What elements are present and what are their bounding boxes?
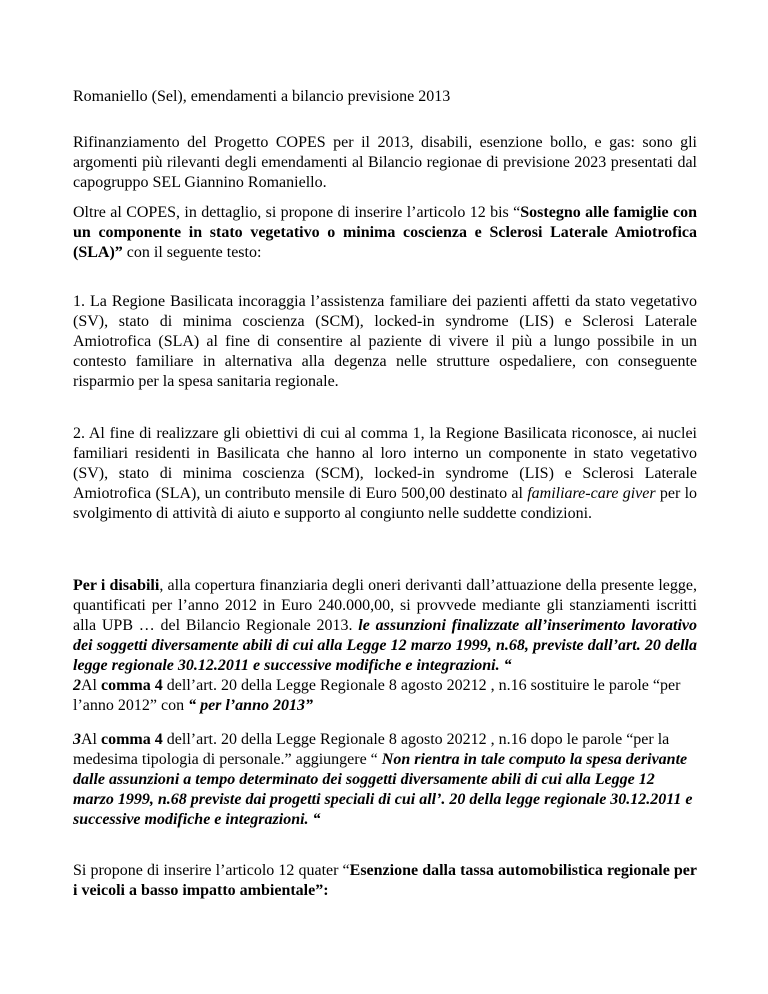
- item-2-new-text: “ per l’anno 2013”: [188, 697, 313, 714]
- disabili-paragraph: [73, 576, 697, 676]
- item-3-comma: comma 4: [101, 731, 163, 748]
- item-3-b: dell’art. 20 della Legge Regionale 8 agosto 20212 , n.16 dopo le parole “per la medesima tipologia di personale.” aggiungere “: [73, 731, 670, 768]
- item-2-paragraph: [73, 676, 697, 716]
- copes-post: con il seguente testo:: [122, 244, 262, 261]
- intro-paragraph: Rifinanziamento del Progetto COPES per il 2013, disabili, esenzione bollo, e gas: sono gli argomenti più rilevanti degli emendamenti al Bilancio regionae di previsione 2023 presentati dal capogruppo SEL Giannino Romaniello.: [73, 134, 697, 191]
- item-2-a: Al: [81, 677, 101, 694]
- quater-article-title: Esenzione dalla tassa automobilistica regionale per i veicoli a basso impatto ambientale”:: [73, 862, 697, 899]
- disabili-block: [73, 576, 697, 716]
- item-2-comma: comma 4: [101, 677, 163, 694]
- quater-pre: Si propone di inserire l’articolo 12 quater “: [73, 862, 350, 879]
- item-3-a: Al: [81, 731, 101, 748]
- disabili-assunzioni: le assunzioni finalizzate all’inserimento lavorativo dei soggetti diversamente abili di cui alla Legge 12 marzo 1999, n.68, previste dall’art. 20 della legge regionale 30.12.2011 e successive modifiche e integrazioni. “: [73, 617, 698, 674]
- copes-pre: Oltre al COPES, in dettaglio, si propone di inserire l’articolo 12 bis “: [73, 204, 521, 221]
- comma-1-paragraph: 1. La Regione Basilicata incoraggia l’assistenza familiare dei pazienti affetti da stato vegetativo (SV), stato di minima coscienza (SCM), locked-in syndrome (LIS) e Sclerosi Laterale Amiotrofica (SLA) al fine di consentire al paziente di vivere il più a lungo possibile in un contesto familiare in alternativa alla degenza nelle strutture ospedaliere, con conseguente risparmio per la spesa sanitaria regionale.: [73, 293, 697, 390]
- comma-2-post: per lo svolgimento di attività di aiuto e supporto al congiunto nelle suddette condizioni.: [73, 485, 698, 522]
- comma-2-pre: 2. Al fine di realizzare gli obiettivi di cui al comma 1, la Regione Basilicata riconosce, ai nuclei familiari residenti in Basilicata che hanno al loro interno un componente in stato vegetativo (SV), stato di minima coscienza (SCM), locked-in syndrome (LIS) e Sclerosi Laterale Amiotrofica (SLA), un contributo mensile di Euro 500,00 destinato al: [73, 425, 697, 502]
- copes-article-title: Sostegno alle famiglie con un componente in stato vegetativo o minima coscienza e Sclerosi Laterale Amiotrofica (SLA)”: [73, 204, 697, 261]
- disabili-heading: Per i disabili: [73, 577, 160, 594]
- document-title: Romaniello (Sel), emendamenti a bilancio previsione 2013: [73, 88, 451, 105]
- item-2-number: 2: [73, 677, 81, 694]
- copes-paragraph: [73, 203, 697, 263]
- item-3-number: 3: [73, 731, 81, 748]
- item-3-paragraph: [73, 730, 697, 830]
- item-2-b: dell’art. 20 della Legge Regionale 8 agosto 20212 , n.16 sostituire le parole “per l’anno 2012” con: [73, 677, 681, 714]
- item-3-new-text: Non rientra in tale computo la spesa derivante dalle assunzioni a tempo determinato dei soggetti diversamente abili di cui alla Legge 12 marzo 1999, n.68 previste dai progetti speciali di cui all’. 20 della legge regionale 30.12.2011 e successive modifiche e integrazioni. “: [73, 751, 693, 828]
- quater-paragraph: [73, 861, 697, 901]
- disabili-text: , alla copertura finanziaria degli oneri derivanti dall’attuazione della presente legge, quantificati per l’anno 2012 in Euro 240.000,00, si provvede mediante gli stanziamenti iscritti alla UPB … del Bilancio Regionale 2013.: [73, 577, 697, 634]
- caregiver-term: familiare-care giver: [527, 485, 656, 502]
- comma-2-paragraph: [73, 424, 697, 524]
